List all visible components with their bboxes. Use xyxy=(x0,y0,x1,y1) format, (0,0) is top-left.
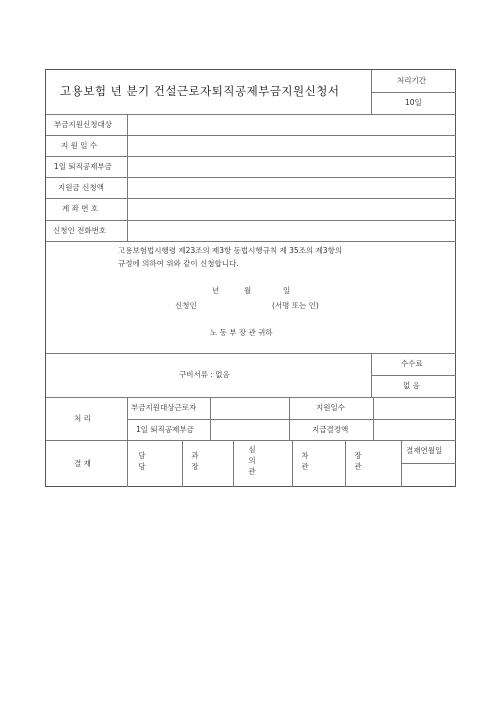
approval-col-staff: 담당 xyxy=(138,451,146,471)
divider xyxy=(371,375,456,376)
divider xyxy=(401,440,402,487)
processing-r1-right: 지원일수 xyxy=(316,403,345,412)
row-label-days: 지 원 일 수 xyxy=(61,141,98,150)
signature-label: (서명 또는 인) xyxy=(272,301,319,310)
divider xyxy=(401,463,456,464)
processing-r1-label: 부금지원대상근로자 xyxy=(131,403,197,412)
recipient: 노 동 부 장 관 귀하 xyxy=(210,328,273,337)
divider xyxy=(46,440,456,441)
divider xyxy=(127,419,456,420)
documents-label: 구비서류 : 없음 xyxy=(179,370,230,379)
row-label-amount: 지원금 신청액 xyxy=(58,183,104,192)
processing-period-value: 10일 xyxy=(405,98,422,107)
divider xyxy=(292,440,293,487)
approval-date-label: 결재연월일 xyxy=(406,446,443,455)
processing-r2-right: 지급결정액 xyxy=(312,425,349,434)
statement-line-1: 고용보험법시행령 제23조의 제3항 동법시행규칙 제 35조의 제3항의 xyxy=(118,246,343,255)
row-label-account: 계 좌 번 호 xyxy=(62,204,99,213)
divider xyxy=(46,397,456,398)
divider xyxy=(46,241,456,242)
approval-col-vice-minister: 차관 xyxy=(301,451,309,471)
date-month: 월 xyxy=(244,286,252,295)
row-label-target: 부금지원신청대상 xyxy=(54,120,112,129)
divider xyxy=(182,440,183,487)
row-label-phone: 신청인 전화번호 xyxy=(53,226,107,235)
divider xyxy=(210,397,211,440)
processing-r2-label: 1일 퇴직공제부금 xyxy=(136,425,194,434)
processing-period-label: 처리기간 xyxy=(397,76,426,85)
divider xyxy=(46,177,456,178)
approval-col-manager: 과장 xyxy=(191,451,199,471)
divider xyxy=(46,114,456,115)
divider xyxy=(233,440,234,487)
divider xyxy=(127,397,128,487)
fee-label: 수수료 xyxy=(401,359,423,368)
divider xyxy=(127,114,128,241)
divider xyxy=(371,70,372,114)
divider xyxy=(46,353,456,354)
row-label-daily-premium: 1일 퇴직공제부금 xyxy=(54,162,112,171)
divider xyxy=(46,220,456,221)
date-day: 일 xyxy=(283,286,291,295)
applicant-label: 신청인 xyxy=(175,301,197,310)
divider xyxy=(345,440,346,487)
fee-value: 없 음 xyxy=(403,381,420,390)
application-form xyxy=(45,69,456,487)
processing-label: 처 리 xyxy=(74,414,91,423)
divider xyxy=(46,135,456,136)
divider xyxy=(46,156,456,157)
approval-col-minister: 장관 xyxy=(354,451,362,471)
divider xyxy=(289,397,290,440)
statement-line-2: 규정에 의하여 위와 같이 신청합니다. xyxy=(118,259,239,268)
approval-col-deliberation: 심의관 xyxy=(248,445,256,476)
divider xyxy=(371,92,456,93)
form-title: 고용보험 년 분기 건설근로자퇴직공제부금지원신청서 xyxy=(60,84,340,98)
divider xyxy=(46,198,456,199)
approval-label: 결 재 xyxy=(74,459,91,468)
divider xyxy=(373,397,374,440)
date-year: 년 xyxy=(212,286,220,295)
divider xyxy=(371,353,372,397)
